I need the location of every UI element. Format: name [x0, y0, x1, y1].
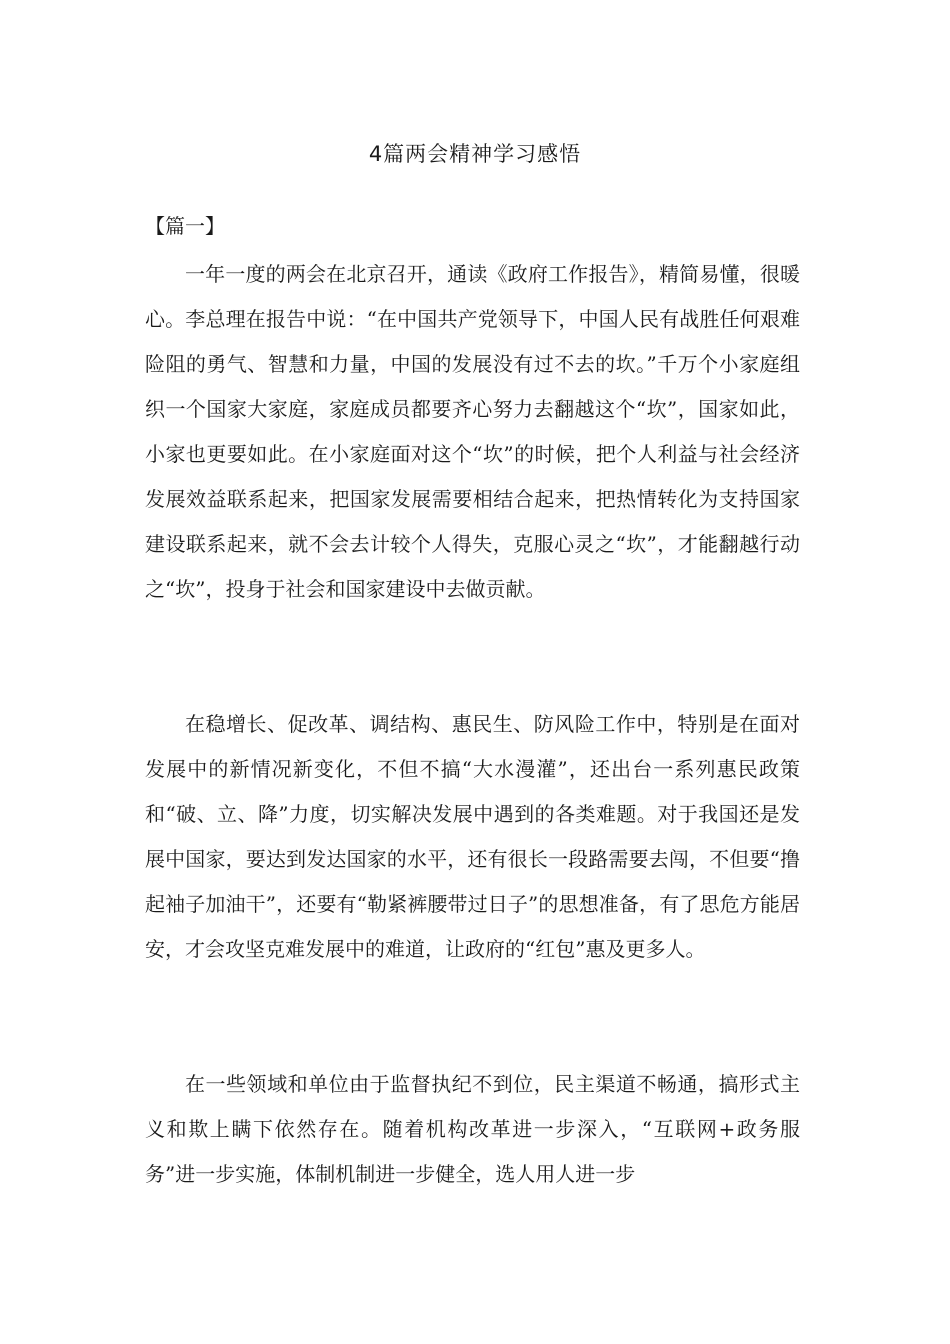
paragraph-block-3	[145, 1062, 800, 1197]
paragraph: 在稳增长、促改革、调结构、惠民生、防风险工作中，特别是在面对发展中的新情况新变化，不但不搞“大水漫灌”，还出台一系列惠民政策和“破、立、降”力度，切实解决发展中遇到的各类难题。对于我国还是发展中国家，要达到发达国家的水平，还有很长一段路需要去闯，不但要“撸起袖子加油干”，还要有“勒紧裤腰带过日子”的思想准备，有了思危方能居安，才会攻坚克难发展中的难道，让政府的“红包”惠及更多人。	[145, 712, 800, 961]
paragraph: 在一些领域和单位由于监督执纪不到位，民主渠道不畅通，搞形式主义和欺上瞒下依然存在。随着机构改革进一步深入，“互联网+政务服务”进一步实施，体制机制进一步健全，选人用人进一步	[145, 1072, 800, 1186]
paragraph: 一年一度的两会在北京召开，通读《政府工作报告》，精简易懂，很暖心。李总理在报告中说：“在中国共产党领导下，中国人民有战胜任何艰难险阻的勇气、智慧和力量，中国的发展没有过不去的坎。”千万个小家庭组织一个国家大家庭，家庭成员都要齐心努力去翻越这个“坎”，国家如此，小家也更要如此。在小家庭面对这个“坎”的时候，把个人利益与社会经济发展效益联系起来，把国家发展需要相结合起来，把热情转化为支持国家建设联系起来，就不会去计较个人得失，克服心灵之“坎”，才能翻越行动之“坎”，投身于社会和国家建设中去做贡献。	[145, 262, 800, 601]
document-title: 4篇两会精神学习感悟	[368, 142, 582, 166]
paragraph-block-2	[145, 702, 800, 972]
section-label: 【篇一】	[145, 214, 225, 238]
paragraph-block-1	[145, 252, 800, 612]
